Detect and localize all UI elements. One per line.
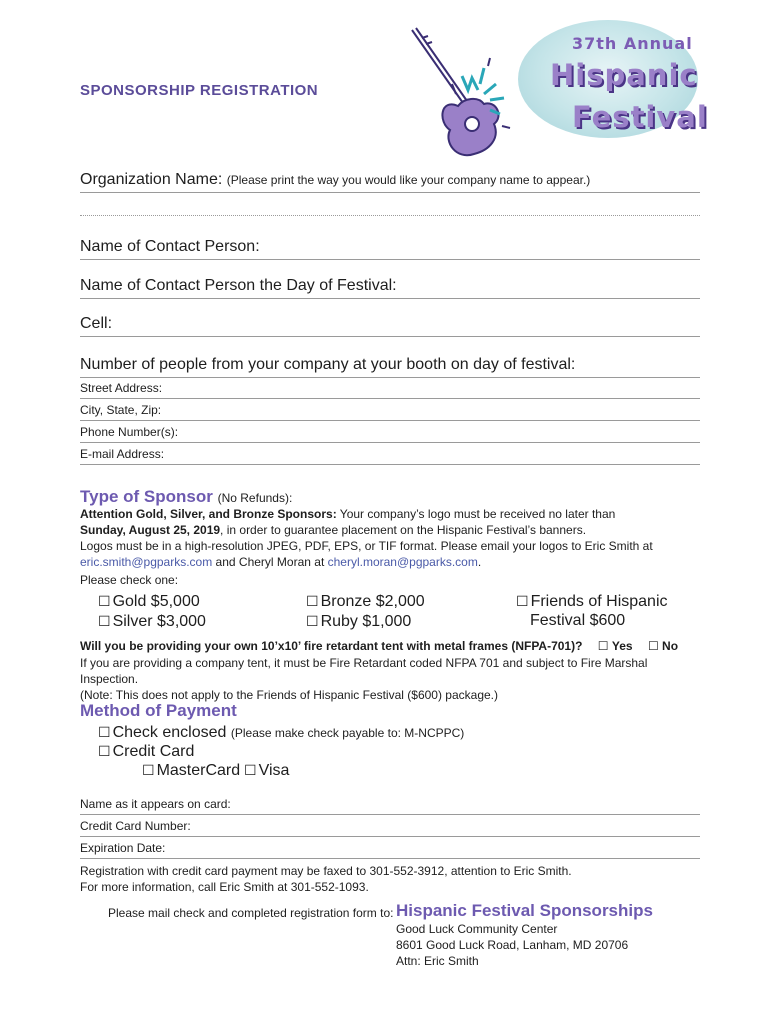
tent-no-label: No xyxy=(662,639,679,653)
bronze-label: Bronze $2,000 xyxy=(320,593,425,610)
logo-hispanic-text: Hispanic xyxy=(550,58,698,92)
check-one-label: Please check one: xyxy=(80,573,179,587)
phone-number-field[interactable] xyxy=(80,425,700,443)
tent-note xyxy=(80,655,700,703)
tent-note-line2: (Note: This does not apply to the Friends of Hispanic Festival ($600) package.) xyxy=(80,688,498,702)
contact-person-field[interactable] xyxy=(80,238,700,260)
expiration-date-label: Expiration Date: xyxy=(80,841,166,855)
tent-no-checkbox[interactable]: ☐ xyxy=(647,639,659,653)
sponsor-type-heading-text: Type of Sponsor xyxy=(80,487,213,506)
logo-annual-text: 37th Annual xyxy=(572,34,693,53)
logo-format-text: Logos must be in a high-resolution JPEG, PDF, EPS, or TIF format. Please email your logos to Eric Smith at xyxy=(80,539,653,553)
mail-instructions: Please mail check and completed registration form to: xyxy=(108,906,394,920)
street-address-field[interactable] xyxy=(80,381,700,399)
visa-option[interactable] xyxy=(244,760,289,781)
friends-option[interactable] xyxy=(516,591,668,612)
friends-label-line1: Friends of Hispanic xyxy=(530,593,668,610)
ruby-label: Ruby $1,000 xyxy=(320,613,412,630)
sponsor-type-heading xyxy=(80,487,292,507)
info-note: For more information, call Eric Smith at 301-552-1093. xyxy=(80,880,369,894)
cell-field[interactable] xyxy=(80,315,700,337)
name-on-card-label: Name as it appears on card: xyxy=(80,797,231,811)
ruby-option[interactable] xyxy=(306,611,411,632)
sponsor-type-subtext: (No Refunds): xyxy=(217,491,293,505)
bronze-option[interactable] xyxy=(306,591,425,612)
card-number-field[interactable] xyxy=(80,819,700,837)
city-state-zip-label: City, State, Zip: xyxy=(80,403,162,417)
tent-note-line1: If you are providing a company tent, it must be Fire Retardant coded NFPA 701 and subject to Fire Marshal Inspection. xyxy=(80,656,648,686)
eric-email-link[interactable]: eric.smith@pgparks.com xyxy=(80,555,213,569)
attention-text: Your company’s logo must be received no later than xyxy=(336,507,616,521)
tent-question-text: Will you be providing your own 10’x10’ fire retardant tent with metal frames (NFPA-701)? xyxy=(80,639,583,653)
gold-option[interactable] xyxy=(98,591,200,612)
tent-question xyxy=(80,638,700,654)
period-text: . xyxy=(477,555,482,569)
mastercard-option[interactable] xyxy=(142,760,240,781)
mastercard-label: MasterCard xyxy=(156,762,241,779)
ruby-checkbox[interactable]: ☐ xyxy=(306,613,319,629)
check-enclosed-label: Check enclosed xyxy=(112,724,227,741)
gold-checkbox[interactable]: ☐ xyxy=(98,593,111,609)
expiration-date-field[interactable] xyxy=(80,841,700,859)
check-payable-note: (Please make check payable to: M-NCPPC) xyxy=(230,726,465,740)
booth-people-field[interactable] xyxy=(80,356,700,378)
mail-address-line2: 8601 Good Luck Road, Lanham, MD 20706 xyxy=(396,938,629,952)
bronze-checkbox[interactable]: ☐ xyxy=(306,593,319,609)
festival-logo xyxy=(400,18,708,173)
credit-card-option[interactable] xyxy=(98,741,194,762)
payment-heading: Method of Payment xyxy=(80,701,237,720)
email-address-label: E-mail Address: xyxy=(80,447,165,461)
silver-option[interactable] xyxy=(98,611,206,632)
contact-day-label: Name of Contact Person the Day of Festival: xyxy=(80,277,397,294)
cell-label: Cell: xyxy=(80,315,113,332)
city-state-zip-field[interactable] xyxy=(80,403,700,421)
deadline-text: , in order to guarantee placement on the Hispanic Festival’s banners. xyxy=(220,523,587,537)
visa-label: Visa xyxy=(258,762,290,779)
organization-name-note: (Please print the way you would like your company name to appear.) xyxy=(226,173,591,187)
cheryl-email-link[interactable]: cheryl.moran@pgparks.com xyxy=(327,555,478,569)
page-title: SPONSORSHIP REGISTRATION xyxy=(80,82,319,99)
phone-number-label: Phone Number(s): xyxy=(80,425,179,439)
check-enclosed-option[interactable] xyxy=(98,722,464,743)
mail-heading: Hispanic Festival Sponsorships xyxy=(396,901,653,920)
tent-no-option[interactable] xyxy=(648,639,678,653)
tent-yes-label: Yes xyxy=(611,639,633,653)
visa-checkbox[interactable]: ☐ xyxy=(244,762,257,778)
gold-label: Gold $5,000 xyxy=(112,593,200,610)
booth-people-label: Number of people from your company at your booth on day of festival: xyxy=(80,356,576,373)
organization-name-second-line[interactable] xyxy=(80,215,700,216)
silver-checkbox[interactable]: ☐ xyxy=(98,613,111,629)
silver-label: Silver $3,000 xyxy=(112,613,206,630)
street-address-label: Street Address: xyxy=(80,381,163,395)
check-enclosed-checkbox[interactable]: ☐ xyxy=(98,724,111,740)
deadline-date: Sunday, August 25, 2019 xyxy=(80,523,221,537)
payment-notes xyxy=(80,863,700,895)
email-address-field[interactable] xyxy=(80,447,700,465)
organization-name-label: Organization Name: xyxy=(80,171,223,188)
friends-label-line2: Festival $600 xyxy=(530,612,626,629)
guitar-icon xyxy=(400,18,540,173)
name-on-card-field[interactable] xyxy=(80,797,700,815)
tent-yes-option[interactable] xyxy=(598,639,633,653)
and-text: and Cheryl Moran at xyxy=(212,555,328,569)
credit-card-checkbox[interactable]: ☐ xyxy=(98,743,111,759)
fax-note: Registration with credit card payment may be faxed to 301-552-3912, attention to Eric Smith. xyxy=(80,864,572,878)
mastercard-checkbox[interactable]: ☐ xyxy=(142,762,155,778)
card-number-label: Credit Card Number: xyxy=(80,819,191,833)
contact-day-field[interactable] xyxy=(80,277,700,299)
sponsor-instructions xyxy=(80,506,700,570)
organization-name-field[interactable] xyxy=(80,171,700,193)
tent-yes-checkbox[interactable]: ☐ xyxy=(597,639,609,653)
logo-festival-text: Festival xyxy=(572,100,708,134)
credit-card-label: Credit Card xyxy=(112,743,195,760)
friends-checkbox[interactable]: ☐ xyxy=(516,593,529,609)
mail-address-line1: Good Luck Community Center xyxy=(396,922,558,936)
contact-person-label: Name of Contact Person: xyxy=(80,238,260,255)
mail-address-line3: Attn: Eric Smith xyxy=(396,954,479,968)
attention-bold-text: Attention Gold, Silver, and Bronze Sponsors: xyxy=(80,507,337,521)
